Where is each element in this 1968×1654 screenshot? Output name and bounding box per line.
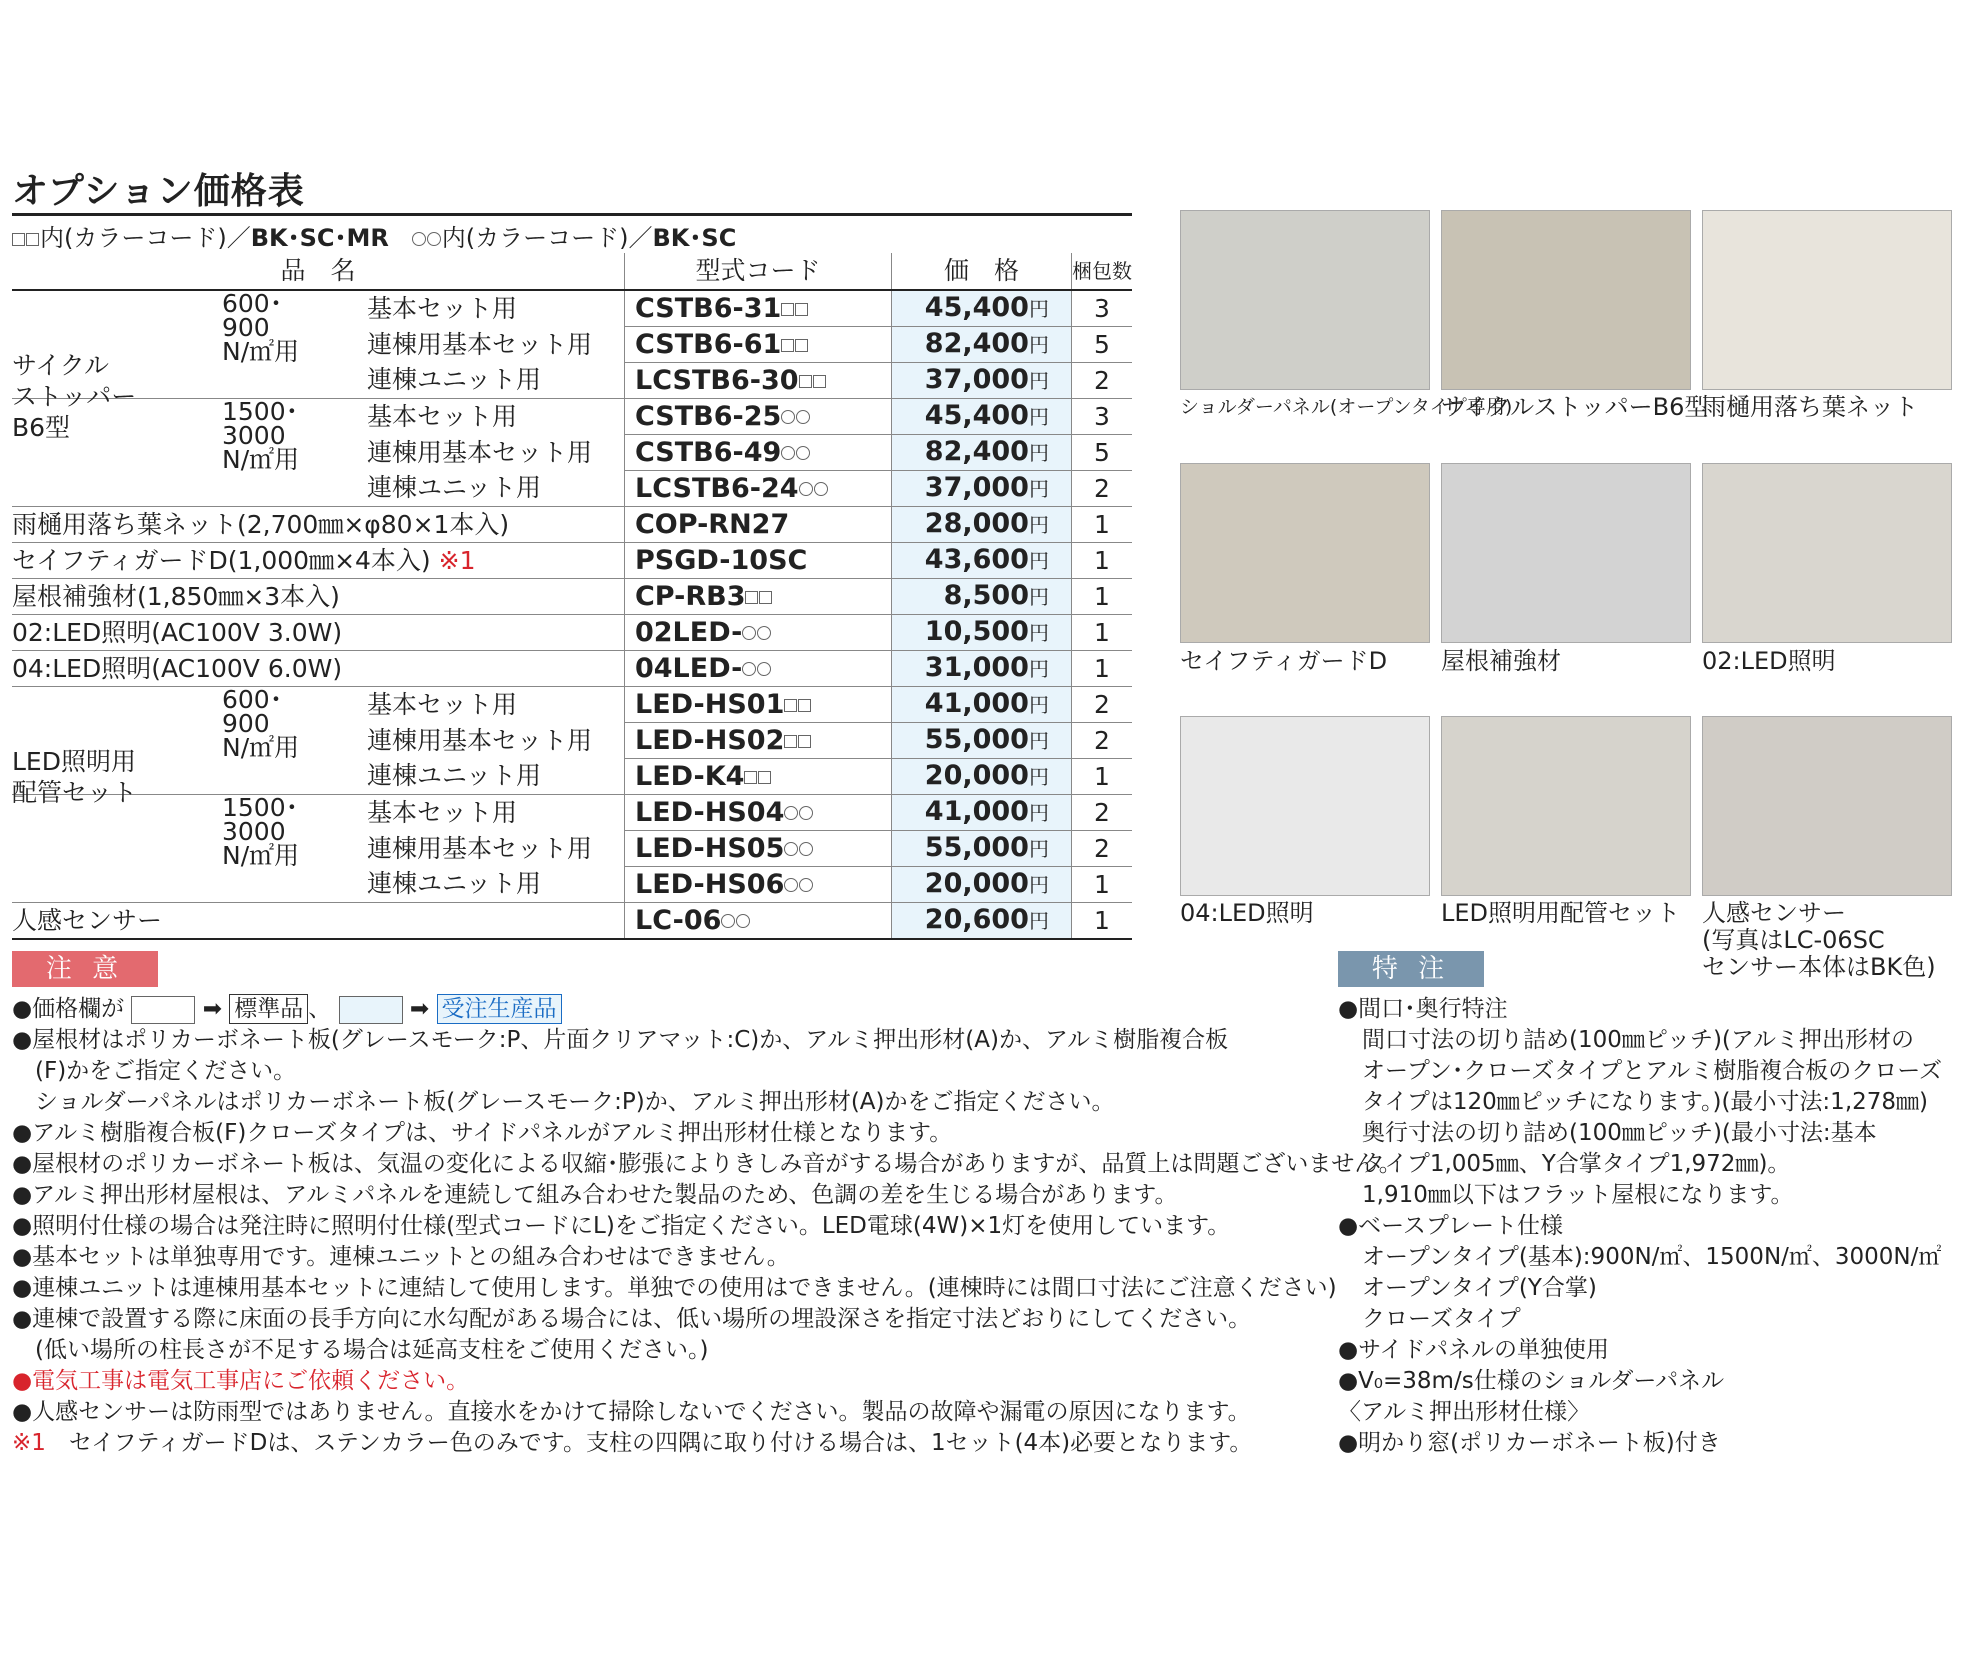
price: 45,400円: [892, 290, 1072, 327]
model-code: [624, 867, 891, 903]
special-line: ●V₀=38m/s仕様のショルダーパネル: [1338, 1368, 1725, 1394]
price: 20,000円: [892, 867, 1072, 903]
price: 8,500円: [892, 579, 1072, 615]
caution-line: ●屋根材のポリカーボネート板は、気温の変化による収縮･膨張によりきしみ音がする場合がありますが、品質上は問題ございません。: [12, 1151, 1402, 1177]
price: 41,000円: [892, 687, 1072, 723]
title-rule: [12, 213, 1132, 216]
code-text: PSGD-10SC: [634, 544, 808, 576]
table-row: [12, 759, 1132, 795]
price: 37,000円: [892, 363, 1072, 399]
item-name: 04:LED照明(AC100V 6.0W): [12, 653, 343, 683]
circle-icon: [412, 232, 426, 246]
sub-item-label: 連棟用基本セット用: [367, 329, 593, 359]
row-name: [12, 471, 624, 507]
code-text: CP-RB3: [634, 580, 746, 612]
pack-qty: 2: [1071, 687, 1132, 723]
caution-line: ショルダーパネルはポリカーボネート板(グレースモーク:P)か、アルミ押出形材(A)かをご指定ください。: [12, 1089, 1115, 1115]
item-name: 人感センサー: [12, 905, 163, 935]
table-row: [12, 795, 1132, 831]
pack-qty: 1: [1071, 759, 1132, 795]
row-name: [12, 867, 624, 903]
photo-caption: LED照明用配管セット: [1441, 899, 1681, 927]
table-header-row: [12, 253, 1132, 290]
group-label: LED照明用 配管セット: [12, 746, 138, 807]
special-line: クローズタイプ: [1362, 1306, 1521, 1332]
price: 10,500円: [892, 615, 1072, 651]
pack-qty: 1: [1071, 903, 1132, 940]
caution-line: ●屋根材はポリカーボネート板(グレースモーク:P、片面クリアマット:C)か、アルミ押出形材(A)か、アルミ樹脂複合板: [12, 1027, 1229, 1053]
pack-qty: 1: [1071, 543, 1132, 579]
code-text: LCSTB6-30: [634, 364, 799, 396]
row-name: [12, 651, 624, 687]
arrow-icon: ➡: [202, 996, 222, 1022]
code-text: LED-HS06: [634, 868, 785, 900]
legend-text-2: 内(カラーコード)／: [441, 224, 653, 252]
row-name: [12, 831, 624, 867]
model-code: [624, 615, 891, 651]
caution-notes: [12, 994, 1402, 1459]
row-name: [12, 507, 624, 543]
model-code: [624, 579, 891, 615]
square-icon: [26, 233, 39, 246]
table-row: [12, 327, 1132, 363]
model-code: [624, 327, 891, 363]
price: 82,400円: [892, 327, 1072, 363]
special-line: タイプは120㎜ピッチになります。)(最小寸法:1,278㎜): [1362, 1089, 1929, 1115]
caution-line: ●照明付仕様の場合は発注時に照明付仕様(型式コードにL)をご指定ください。LED電球(4W)×1灯を使用しています。: [12, 1213, 1231, 1239]
group-label: サイクル ストッパー B6型: [12, 350, 137, 442]
pack-qty: 1: [1071, 579, 1132, 615]
special-order-notes: [1338, 994, 1942, 1459]
white-box-icon: [131, 996, 195, 1024]
special-line: 奥行寸法の切り詰め(100㎜ピッチ)(最小寸法:基本: [1362, 1120, 1877, 1146]
header-qty: 梱包数: [1071, 253, 1132, 290]
model-code: [624, 435, 891, 471]
price: 41,000円: [892, 795, 1072, 831]
table-row: [12, 723, 1132, 759]
caution-line: ●連棟ユニットは連棟用基本セットに連結して使用します。単独での使用はできません。(連棟時には間口寸法にご注意ください): [12, 1275, 1337, 1301]
special-line: オープンタイプ(基本):900N/㎡、1500N/㎡、3000N/㎡: [1362, 1244, 1942, 1270]
sub-item-label: 基本セット用: [367, 293, 518, 323]
model-code: [624, 651, 891, 687]
table-row: [12, 435, 1132, 471]
special-line: タイプ1,005㎜、Y合掌タイプ1,972㎜)。: [1362, 1151, 1791, 1177]
option-price-table: [12, 253, 1132, 940]
note-1: ※1 セイフティガードDは、ステンカラー色のみです。支柱の四隅に取り付ける場合は、1セット(4本)必要となります。: [12, 1430, 1253, 1456]
product-photo: [1180, 716, 1430, 896]
special-line: 1,910㎜以下はフラット屋根になります。: [1362, 1182, 1794, 1208]
table-row: [12, 651, 1132, 687]
model-code: [624, 471, 891, 507]
pack-qty: 3: [1071, 399, 1132, 435]
caution-line: ●基本セットは単独専用です。連棟ユニットとの組み合わせはできません。: [12, 1244, 790, 1270]
load-label: 600･ 900 N/㎡用: [222, 684, 300, 762]
header-name: 品 名: [12, 253, 624, 290]
sub-item-label: 連棟ユニット用: [367, 473, 542, 503]
row-name: [12, 579, 624, 615]
table-row: [12, 399, 1132, 435]
model-code: [624, 399, 891, 435]
table-row: [12, 615, 1132, 651]
pack-qty: 2: [1071, 723, 1132, 759]
product-photo: [1702, 210, 1952, 390]
pack-qty: 1: [1071, 867, 1132, 903]
code-text: CSTB6-61: [634, 328, 782, 360]
caution-line: ●アルミ樹脂複合板(F)クローズタイプは、サイドパネルがアルミ押出形材仕様となります。: [12, 1120, 953, 1146]
table-row: [12, 543, 1132, 579]
photo-caption: ショルダーパネル(オープンタイプ専用): [1180, 396, 1513, 418]
square-icon: [12, 233, 25, 246]
table-row: [12, 290, 1132, 327]
model-code: [624, 543, 891, 579]
electric-notice: ●電気工事は電気工事店にご依頼ください。: [12, 1368, 470, 1394]
table-row: [12, 579, 1132, 615]
pack-qty: 2: [1071, 363, 1132, 399]
special-line: オープンタイプ(Y合掌): [1362, 1275, 1597, 1301]
table-row: [12, 471, 1132, 507]
model-code: [624, 723, 891, 759]
pack-qty: 5: [1071, 435, 1132, 471]
price: 82,400円: [892, 435, 1072, 471]
special-order-badge: 特 注: [1338, 951, 1484, 987]
price: 20,600円: [892, 903, 1072, 940]
product-photo: [1702, 716, 1952, 896]
pack-qty: 3: [1071, 290, 1132, 327]
sub-item-label: 連棟ユニット用: [367, 761, 542, 791]
special-line: ●ベースプレート仕様: [1338, 1213, 1563, 1239]
sensor-notice: ●人感センサーは防雨型ではありません。直接水をかけて掃除しないでください。製品の故障や漏電の原因になります。: [12, 1399, 1251, 1425]
price: 43,600円: [892, 543, 1072, 579]
sub-item-label: 基本セット用: [367, 689, 518, 719]
pack-qty: 2: [1071, 795, 1132, 831]
price-legend-line: ●価格欄が ➡ 標準品 、 ➡ 受注生産品: [12, 994, 1402, 1025]
code-text: LED-HS05: [634, 832, 785, 864]
photo-caption: 屋根補強材: [1441, 647, 1561, 675]
table-row: [12, 507, 1132, 543]
sub-item-label: 連棟用基本セット用: [367, 833, 593, 863]
table-row: [12, 867, 1132, 903]
product-photo: [1441, 463, 1691, 643]
sub-item-label: 基本セット用: [367, 401, 518, 431]
code-text: LED-HS02: [634, 724, 785, 756]
price: 45,400円: [892, 399, 1072, 435]
special-line: ●明かり窓(ポリカーボネート板)付き: [1338, 1430, 1721, 1456]
caution-line: ●アルミ押出形材屋根は、アルミパネルを連続して組み合わせた製品のため、色調の差を生じる場合があります。: [12, 1182, 1178, 1208]
price: 28,000円: [892, 507, 1072, 543]
item-name: セイフティガードD(1,000㎜×4本入): [12, 545, 431, 575]
legend-colors-1: BK･SC･MR: [250, 224, 389, 252]
header-price: 価 格: [892, 253, 1072, 290]
caution-line: (低い場所の柱長さが不足する場合は延高支柱をご使用ください。): [12, 1337, 709, 1363]
row-name: [12, 543, 624, 579]
model-code: [624, 290, 891, 327]
photo-caption: セイフティガードD: [1180, 647, 1388, 675]
code-text: 04LED-: [634, 652, 743, 684]
item-name: 02:LED照明(AC100V 3.0W): [12, 617, 343, 647]
pack-qty: 5: [1071, 327, 1132, 363]
circle-icon: [427, 232, 441, 246]
special-line: 〈アルミ押出形材仕様〉: [1338, 1399, 1591, 1425]
price: 37,000円: [892, 471, 1072, 507]
code-text: LED-HS04: [634, 796, 785, 828]
code-text: CSTB6-25: [634, 400, 782, 432]
model-code: [624, 759, 891, 795]
table-row: [12, 363, 1132, 399]
photo-caption: 04:LED照明: [1180, 899, 1314, 927]
sub-item-label: 連棟用基本セット用: [367, 725, 593, 755]
legend-text-1: 内(カラーコード)／: [40, 224, 251, 252]
code-text: CSTB6-49: [634, 436, 782, 468]
arrow-icon: ➡: [409, 996, 430, 1022]
legend-colors-2: BK･SC: [652, 224, 737, 252]
product-photo: [1702, 463, 1952, 643]
row-name: [12, 903, 624, 940]
product-photo: [1441, 210, 1691, 390]
sub-item-label: 連棟ユニット用: [367, 869, 542, 899]
page-title: オプション価格表: [12, 171, 305, 212]
caution-line: (F)かをご指定ください。: [12, 1058, 297, 1084]
special-line: ●サイドパネルの単独使用: [1338, 1337, 1609, 1363]
table-row: [12, 687, 1132, 723]
load-label: 1500･ 3000 N/㎡用: [222, 396, 300, 474]
item-name: 屋根補強材(1,850㎜×3本入): [12, 581, 340, 611]
header-code: 型式コード: [624, 253, 891, 290]
product-photo: [1180, 463, 1430, 643]
pack-qty: 1: [1071, 507, 1132, 543]
product-photo: [1441, 716, 1691, 896]
code-text: LCSTB6-24: [634, 472, 799, 504]
caution-badge: 注 意: [12, 951, 158, 987]
model-code: [624, 795, 891, 831]
model-code: [624, 507, 891, 543]
pack-qty: 2: [1071, 471, 1132, 507]
pack-qty: 2: [1071, 831, 1132, 867]
sub-item-label: 連棟ユニット用: [367, 365, 542, 395]
caution-line: ●連棟で設置する際に床面の長手方向に水勾配がある場合には、低い場所の埋設深さを指定寸法どおりにしてください。: [12, 1306, 1252, 1332]
item-name: 雨樋用落ち葉ネット(2,700㎜×φ80×1本入): [12, 509, 510, 539]
code-text: LC-06: [634, 904, 722, 936]
model-code: [624, 363, 891, 399]
special-line: ●間口･奥行特注: [1338, 996, 1508, 1022]
table-row: [12, 903, 1132, 940]
code-text: LED-K4: [634, 760, 745, 792]
price: 31,000円: [892, 651, 1072, 687]
pack-qty: 1: [1071, 651, 1132, 687]
code-text: CSTB6-31: [634, 292, 782, 324]
blue-box-icon: [339, 996, 403, 1024]
price: 20,000円: [892, 759, 1072, 795]
photo-caption: サイクルストッパーB6型: [1441, 393, 1709, 421]
note-mark: ※1: [430, 545, 476, 575]
price: 55,000円: [892, 723, 1072, 759]
table-row: [12, 831, 1132, 867]
model-code: [624, 903, 891, 940]
photo-caption: 人感センサー (写真はLC-06SC センサー本体はBK色): [1702, 899, 1936, 981]
order-tag: 受注生産品: [437, 994, 562, 1024]
special-line: 間口寸法の切り詰め(100㎜ピッチ)(アルミ押出形材の: [1362, 1027, 1914, 1053]
pack-qty: 1: [1071, 615, 1132, 651]
special-line: オープン･クローズタイプとアルミ樹脂複合板のクローズ: [1362, 1058, 1943, 1084]
code-text: 02LED-: [634, 616, 743, 648]
load-label: 600･ 900 N/㎡用: [222, 288, 300, 366]
standard-tag: 標準品: [229, 994, 308, 1024]
load-label: 1500･ 3000 N/㎡用: [222, 792, 300, 870]
photo-caption: 02:LED照明: [1702, 647, 1836, 675]
price: 55,000円: [892, 831, 1072, 867]
sub-item-label: 連棟用基本セット用: [367, 437, 593, 467]
color-code-legend: [12, 218, 736, 253]
model-code: [624, 831, 891, 867]
row-name: [12, 615, 624, 651]
photo-caption: 雨樋用落ち葉ネット: [1702, 393, 1918, 421]
model-code: [624, 687, 891, 723]
product-photo: [1180, 210, 1430, 390]
code-text: LED-HS01: [634, 688, 785, 720]
sub-item-label: 基本セット用: [367, 797, 518, 827]
code-text: COP-RN27: [634, 508, 790, 540]
